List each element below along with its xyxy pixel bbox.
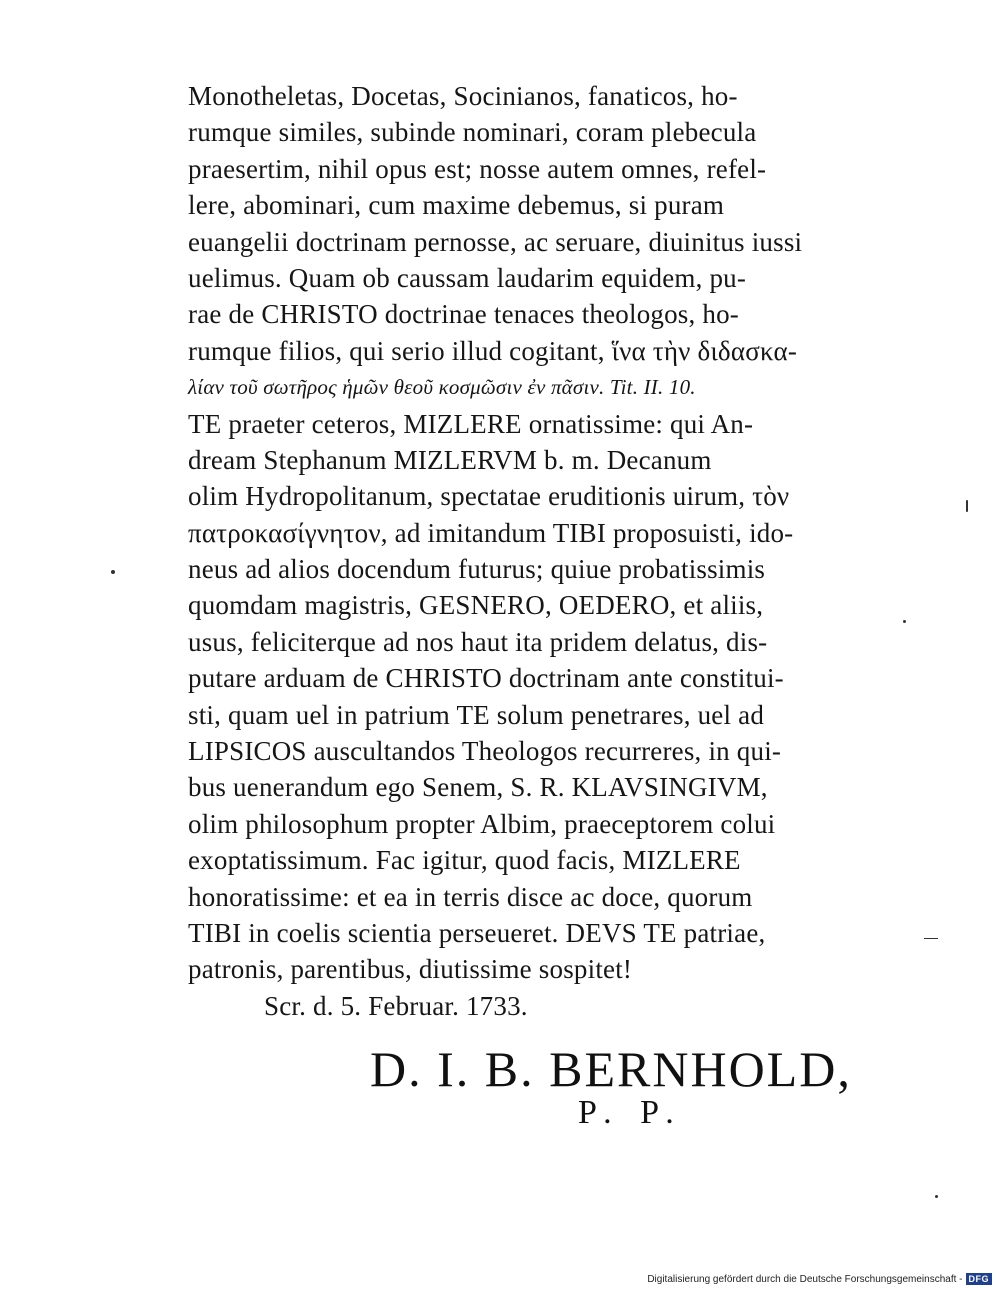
text-line: πατροκασίγνητον, ad imitandum TIBI proposuisti, ido-: [188, 517, 794, 548]
text-line: rumque filios, qui serio illud cogitant, ἵνα τὴν διδασκα-: [188, 335, 798, 366]
text-line: rumque similes, subinde nominari, coram plebecula: [188, 117, 757, 148]
text-line: olim Hydropolitanum, spectatae eruditionis uirum, τὸν: [188, 481, 790, 512]
dateline: Scr. d. 5. Februar. 1733.: [264, 990, 528, 1021]
text-line: lere, abominari, cum maxime debemus, si puram: [188, 190, 725, 221]
text-line: uelimus. Quam ob caussam laudarim equidem, pu-: [188, 262, 747, 293]
text-line: usus, feliciterque ad nos haut ita pridem delatus, dis-: [188, 626, 768, 657]
text-line: dream Stephanum MIZLERVM b. m. Decanum: [188, 444, 712, 475]
text-line: TE praeter ceteros, MIZLERE ornatissime: qui An-: [188, 408, 754, 439]
text-line: praesertim, nihil opus est; nosse autem omnes, refel-: [188, 153, 767, 184]
signature-title: P. P.: [578, 1094, 684, 1131]
scan-speck: [111, 570, 115, 574]
text-line: Monotheletas, Docetas, Socinianos, fanaticos, ho-: [188, 81, 738, 111]
scan-speck: [903, 620, 906, 623]
text-line: TIBI in coelis scientia perseueret. DEVS TE patriae,: [188, 917, 766, 948]
text-line: LIPSICOS auscultandos Theologos recurreres, in qui-: [188, 736, 782, 767]
text-line: neus ad alios docendum futurus; quiue probatissimis: [188, 554, 766, 585]
text-line: exoptatissimum. Fac igitur, quod facis, MIZLERE: [188, 845, 741, 876]
footer-text: Digitalisierung gefördert durch die Deutsche Forschungsgemeinschaft -: [647, 1273, 963, 1285]
digitization-footer: [647, 1273, 992, 1285]
scan-speck: [935, 1195, 938, 1198]
signature: D. I. B. BERNHOLD,: [370, 1041, 852, 1097]
body-text: [188, 78, 888, 1024]
scan-speck: [924, 938, 938, 939]
text-line: honoratissime: et ea in terris disce ac doce, quorum: [188, 881, 753, 912]
text-line: rae de CHRISTO doctrinae tenaces theologos, ho-: [188, 299, 739, 330]
text-line: olim philosophum propter Albim, praeceptorem colui: [188, 808, 776, 839]
text-line: bus uenerandum ego Senem, S. R. KLAVSINGIVM,: [188, 772, 768, 803]
text-line: putare arduam de CHRISTO doctrinam ante constitui-: [188, 663, 784, 694]
text-line: patronis, parentibus, diutissime sospitet!: [188, 954, 633, 985]
scan-speck: [966, 500, 968, 512]
text-line: quomdam magistris, GESNERO, OEDERO, et aliis,: [188, 590, 764, 621]
text-line: euangelii doctrinam pernosse, ac seruare, diuinitus iussi: [188, 226, 803, 257]
text-line-greek: λίαν τοῦ σωτῆρος ἡμῶν θεοῦ κοσμῶσιν ἐν πᾶσιν. Tit. II. 10.: [188, 375, 696, 400]
dfg-logo: DFG: [966, 1273, 993, 1285]
text-line: sti, quam uel in patrium TE solum penetrares, uel ad: [188, 699, 765, 730]
